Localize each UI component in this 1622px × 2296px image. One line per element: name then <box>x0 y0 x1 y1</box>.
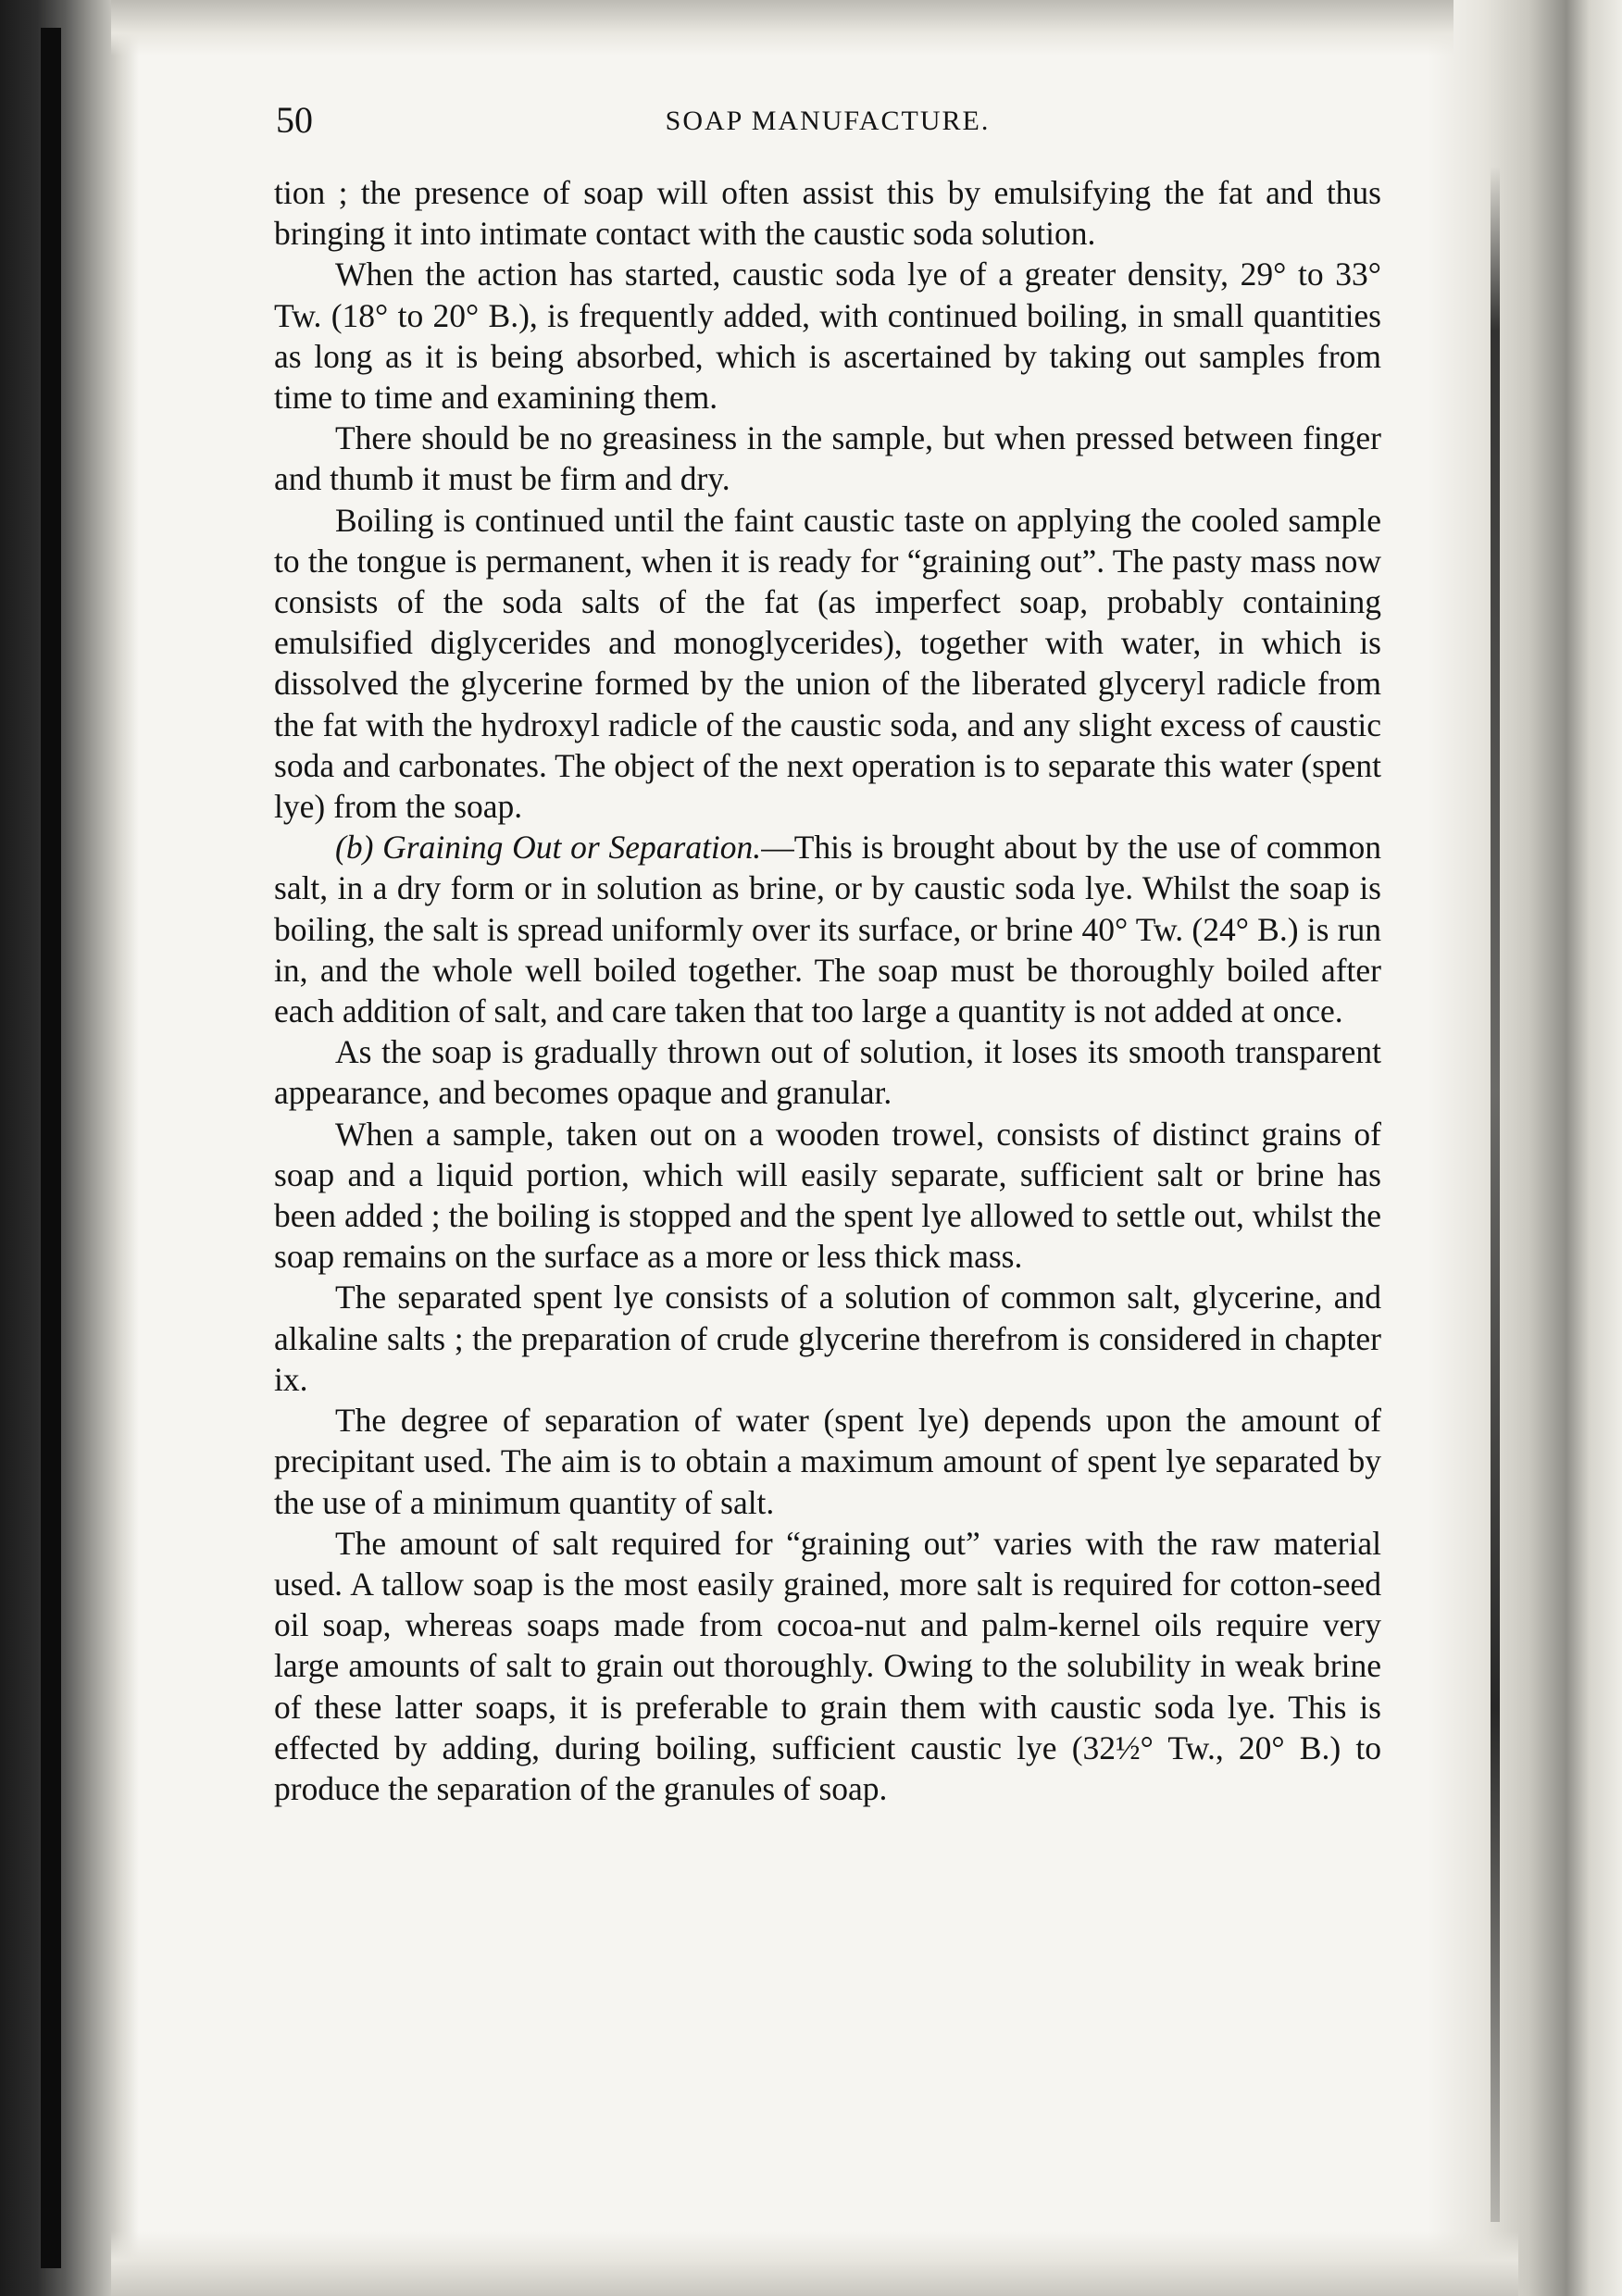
section-heading-graining-out: (b) Graining Out or Separation. <box>335 829 762 867</box>
paragraph-3: There should be no greasiness in the sample, but when pressed between finger and thumb it must be firm and dry. <box>274 419 1381 498</box>
paragraph-9: The degree of separation of water (spent lye) depends upon the amount of precipitant used. The aim is to obtain a maximum amount of spent lye separated by the use of a minimum quantity of salt. <box>274 1402 1381 1521</box>
page-header <box>274 89 1381 156</box>
paragraph-1: tion ; the presence of soap will often assist this by emulsifying the fat and thus bringing it into intimate contact with the caustic soda solution. <box>274 174 1381 253</box>
paragraph-4: Boiling is continued until the faint caustic taste on applying the cooled sample to the tongue is permanent, when it is ready for “graining out”. The pasty mass now consists of the soda salts of the fat (as imperfect soap, probably containing emulsified diglycerides and monoglycerides), together with water, in which is dissolved the glycerine formed by the union of the liberated glyceryl radicle from the fat with the hydroxyl radicle of the caustic soda, and any slight excess of caustic soda and carbonates. The object of the next operation is to separate this water (spent lye) from the soap. <box>274 501 1381 826</box>
paragraph-6: As the soap is gradually thrown out of solution, it loses its smooth transparent appearance, and becomes opaque and granular. <box>274 1033 1381 1112</box>
page-content <box>274 89 1381 1809</box>
left-binding-edge <box>41 28 61 2268</box>
paragraph-7: When a sample, taken out on a wooden trowel, consists of distinct grains of soap and a liquid portion, which will easily separate, sufficient salt or brine has been added ; the boiling is stopped and the spent lye allowed to settle out, whilst the soap remains on the surface as a more or less thick mass. <box>274 1115 1381 1276</box>
top-edge-shadow <box>111 0 1454 56</box>
running-title: SOAP MANUFACTURE. <box>665 106 991 136</box>
right-page-edge-line <box>1491 167 1500 2222</box>
page-number: 50 <box>276 99 313 141</box>
paragraph-2: When the action has started, caustic soda lye of a greater density, 29° to 33° Tw. (18° to 20° B.), is frequently added, with continued boiling, in small quantities as long as it is being absorbed, which is ascertained by taking out samples from time to time and examining them. <box>274 256 1381 417</box>
paragraph-10: The amount of salt required for “graining out” varies with the raw material used. A tallow soap is the most easily grained, more salt is required for cotton-seed oil soap, whereas soaps made from cocoa-nut and palm-kernel oils require very large amounts of salt to grain out thoroughly. Owing to the solubility in weak brine of these latter soaps, it is preferable to grain them with caustic soda lye. This is effected by adding, during boiling, sufficient caustic lye (32½° Tw., 20° B.) to produce the separation of the granules of soap. <box>274 1524 1381 1807</box>
paragraph-8: The separated spent lye consists of a solution of common salt, glycerine, and alkaline salts ; the preparation of crude glycerine therefrom is considered in chapter ix. <box>274 1279 1381 1398</box>
paragraph-5-text: —This is brought about by the use of common salt, in a dry form or in solution as brine, or by caustic soda lye. Whilst the soap is boiling, the salt is spread uniformly over its surface, or brine 40° Tw. (24° B.) is run in, and the whole well boiled together. The soap must be thoroughly boiled after each addition of salt, and care taken that too large a quantity is not added at once. <box>274 829 1382 1030</box>
left-binding-shadow <box>0 0 139 2296</box>
bottom-edge-shadow <box>111 2231 1518 2296</box>
body-text <box>274 172 1381 1809</box>
paragraph-5-graining-out <box>274 827 1381 1031</box>
right-page-edge-shadow <box>1428 0 1622 2296</box>
